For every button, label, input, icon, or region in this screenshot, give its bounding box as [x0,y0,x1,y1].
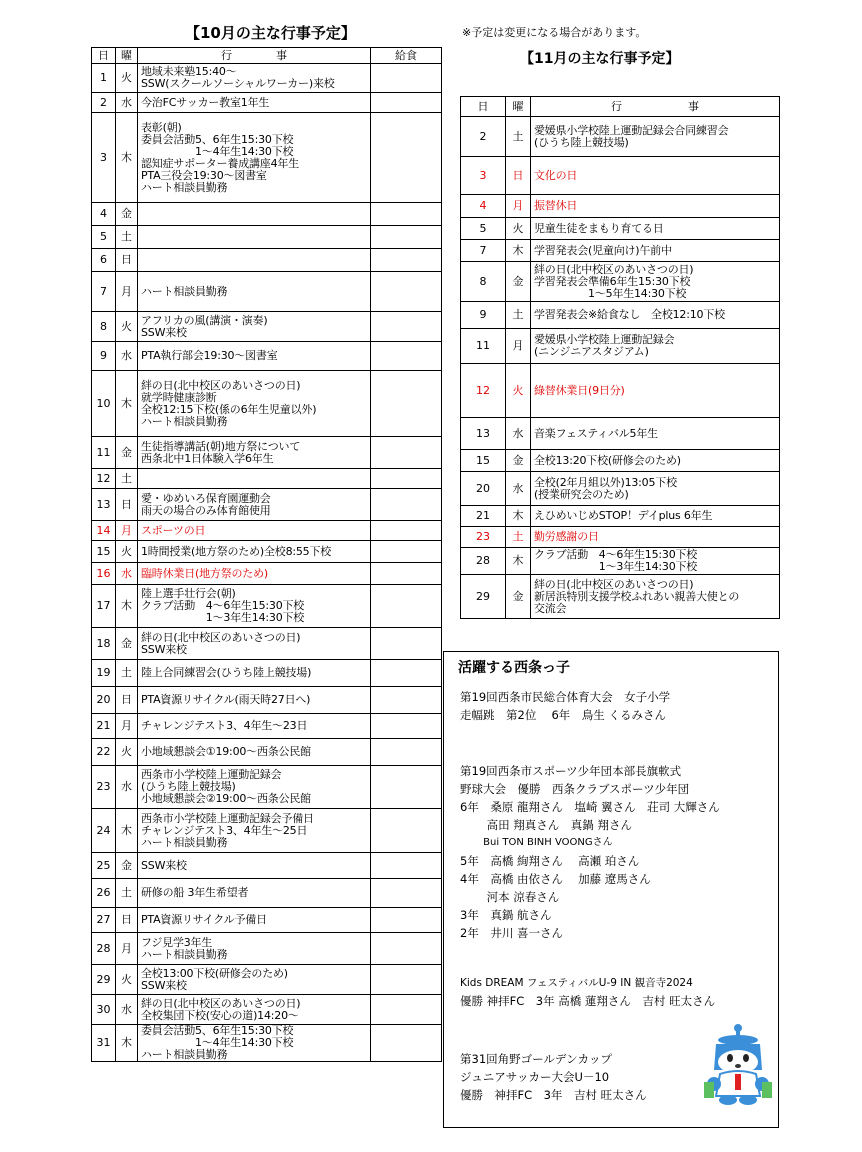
achievement-line: Bui TON BINH VOONGさん [460,837,613,848]
table-header-row [92,48,442,64]
weekday-cell: 土 [116,226,138,249]
event-cell: 生徒指導講話(朝)地方祭について 西条北中1日体験入学6年生 [138,437,371,469]
lunch-cell [371,687,442,714]
lunch-cell [371,437,442,469]
nov-row [461,364,780,418]
event-cell: 地域未来塾15:40〜 SSW(スクールソーシャルワーカー)来校 [138,64,371,93]
oct-row [92,342,442,371]
day-cell: 21 [92,714,116,739]
event-cell: 全校(2年月組以外)13:05下校 (授業研究会のため) [531,472,780,506]
day-cell: 23 [92,766,116,809]
october-title: 【10月の主な行事予定】 [185,24,356,42]
event-cell: 文化の日 [531,157,780,195]
achievement-line: Kids DREAM フェスティバルU-9 IN 観音寺2024 [460,977,693,989]
achievement-line: 第31回角野ゴールデンカップ [460,1052,613,1066]
oct-row [92,521,442,541]
day-cell: 13 [92,489,116,521]
weekday-cell: 火 [116,312,138,342]
mascot-illustration [702,1022,774,1107]
weekday-cell: 火 [116,64,138,93]
event-cell: 陸上合同練習会(ひうち陸上競技場) [138,660,371,687]
event-cell: えひめいじめSTOP！デイplus 6年生 [531,506,780,527]
achievement-line: 第19回西条市スポーツ少年団本部長旗軟式 [460,764,682,778]
day-cell: 19 [92,660,116,687]
day-cell: 10 [92,371,116,437]
day-cell: 21 [461,506,506,527]
day-cell: 31 [92,1025,116,1062]
event-cell: 全校13:20下校(研修会のため) [531,450,780,472]
weekday-cell: 金 [506,575,531,619]
oct-row [92,628,442,660]
oct-row [92,541,442,563]
nov-row [461,218,780,240]
lunch-cell [371,1025,442,1062]
weekday-cell: 土 [506,527,531,548]
weekday-cell: 土 [506,117,531,157]
lunch-cell [371,995,442,1025]
lunch-cell [371,809,442,853]
event-cell: 愛・ゆめいろ保育園運動会 雨天の場合のみ体育館使用 [138,489,371,521]
event-cell: 絆の日(北中校区のあいさつの日) 全校集団下校(安心の道)14:20〜 [138,995,371,1025]
achievement-line: 5年 高橋 絢翔さん 高瀬 珀さん [460,854,640,868]
header-day: 日 [92,48,116,64]
day-cell: 4 [92,203,116,226]
weekday-cell: 日 [506,157,531,195]
oct-row [92,272,442,312]
day-cell: 24 [92,809,116,853]
weekday-cell: 日 [116,908,138,933]
day-cell: 2 [461,117,506,157]
day-cell: 6 [92,249,116,272]
oct-row [92,489,442,521]
event-cell: 絆の日(北中校区のあいさつの日) 就学時健康診断 全校12:15下校(係の6年生児童以外) ハート相談員勤務 [138,371,371,437]
lunch-cell [371,342,442,371]
header-weekday: 曜 [506,97,531,117]
day-cell: 20 [461,472,506,506]
oct-row [92,563,442,585]
day-cell: 20 [92,687,116,714]
event-cell [138,203,371,226]
lunch-cell [371,489,442,521]
event-cell: PTA執行部会19:30〜図書室 [138,342,371,371]
weekday-cell: 土 [506,302,531,329]
header-event: 行 事 [531,97,780,117]
event-cell: 臨時休業日(地方祭のため) [138,563,371,585]
day-cell: 15 [92,541,116,563]
weekday-cell: 木 [506,548,531,575]
weekday-cell: 月 [116,933,138,965]
event-cell: 愛媛県小学校陸上運動記録会合同練習会 (ひうち陸上競技場) [531,117,780,157]
day-cell: 25 [92,853,116,879]
day-cell: 14 [92,521,116,541]
oct-row [92,687,442,714]
lunch-cell [371,965,442,995]
header-weekday: 曜 [116,48,138,64]
day-cell: 7 [461,240,506,262]
weekday-cell: 木 [506,506,531,527]
day-cell: 28 [92,933,116,965]
day-cell: 1 [92,64,116,93]
lunch-cell [371,113,442,203]
header-lunch: 給食 [371,48,442,64]
weekday-cell: 月 [506,195,531,218]
weekday-cell: 水 [506,418,531,450]
achievement-group-2 [460,762,720,942]
weekday-cell: 木 [506,240,531,262]
event-cell: 委員会活動5、6年生15:30下校 1〜4年生14:30下校 ハート相談員勤務 [138,1025,371,1062]
oct-row [92,879,442,908]
event-cell [138,469,371,489]
day-cell: 8 [461,262,506,302]
weekday-cell: 日 [116,249,138,272]
oct-row [92,64,442,93]
table-header-row [461,97,780,117]
nov-row [461,575,780,619]
oct-row [92,660,442,687]
weekday-cell: 金 [116,628,138,660]
oct-row [92,585,442,628]
lunch-cell [371,853,442,879]
day-cell: 22 [92,739,116,766]
day-cell: 13 [461,418,506,450]
weekday-cell: 水 [116,342,138,371]
weekday-cell: 水 [116,563,138,585]
oct-row [92,853,442,879]
weekday-cell: 火 [116,965,138,995]
oct-row [92,1025,442,1062]
change-notice: ※予定は変更になる場合があります。 [462,26,647,39]
nov-row [461,262,780,302]
oct-row [92,226,442,249]
nov-row [461,329,780,364]
oct-row [92,908,442,933]
nov-row [461,240,780,262]
nov-row [461,117,780,157]
event-cell: PTA資源リサイクル予備日 [138,908,371,933]
day-cell: 30 [92,995,116,1025]
event-cell: クラブ活動 4〜6年生15:30下校 1〜3年生14:30下校 [531,548,780,575]
weekday-cell: 月 [116,714,138,739]
weekday-cell: 月 [116,272,138,312]
achievements-panel [443,651,779,1128]
weekday-cell: 水 [506,472,531,506]
oct-row [92,312,442,342]
lunch-cell [371,585,442,628]
day-cell: 12 [92,469,116,489]
event-cell: フジ見学3年生 ハート相談員勤務 [138,933,371,965]
event-cell: 児童生徒をまもり育てる日 [531,218,780,240]
achievement-group-4 [460,1050,647,1104]
oct-row [92,469,442,489]
weekday-cell: 火 [116,541,138,563]
event-cell: 表彰(朝) 委員会活動5、6年生15:30下校 1〜4年生14:30下校 認知症サポーター養成講座4年生 PTA三役会19:30〜図書室 ハート相談員勤務 [138,113,371,203]
oct-row [92,995,442,1025]
event-cell: 小地域懇談会①19:00〜西条公民館 [138,739,371,766]
lunch-cell [371,660,442,687]
day-cell: 16 [92,563,116,585]
day-cell: 3 [461,157,506,195]
achievement-line: 優勝 神拝FC 3年 吉村 旺太さん [460,1088,647,1102]
weekday-cell: 水 [116,93,138,113]
event-cell: 振替休日 [531,195,780,218]
day-cell: 29 [461,575,506,619]
day-cell: 23 [461,527,506,548]
weekday-cell: 火 [506,218,531,240]
oct-row [92,739,442,766]
weekday-cell: 土 [116,879,138,908]
event-cell [138,226,371,249]
weekday-cell: 木 [116,371,138,437]
achievement-line: 4年 高橋 由依さん 加藤 遼馬さん [460,872,651,886]
nov-row [461,157,780,195]
day-cell: 29 [92,965,116,995]
day-cell: 28 [461,548,506,575]
oct-row [92,933,442,965]
lunch-cell [371,628,442,660]
event-cell [138,249,371,272]
event-cell: スポーツの日 [138,521,371,541]
event-cell: 研修の船 3年生希望者 [138,879,371,908]
weekday-cell: 火 [506,364,531,418]
day-cell: 11 [92,437,116,469]
event-cell: 勤労感謝の日 [531,527,780,548]
event-cell: 学習発表会(児童向け)午前中 [531,240,780,262]
day-cell: 27 [92,908,116,933]
weekday-cell: 金 [116,853,138,879]
lunch-cell [371,766,442,809]
oct-row [92,809,442,853]
day-cell: 8 [92,312,116,342]
weekday-cell: 木 [116,113,138,203]
day-cell: 3 [92,113,116,203]
day-cell: 18 [92,628,116,660]
day-cell: 5 [92,226,116,249]
event-cell: 絆の日(北中校区のあいさつの日) 新居浜特別支援学校ふれあい親善大使との 交流会 [531,575,780,619]
nov-row [461,548,780,575]
oct-row [92,249,442,272]
header-event: 行 事 [138,48,371,64]
lunch-cell [371,312,442,342]
event-cell: PTA資源リサイクル(雨天時27日へ) [138,687,371,714]
event-cell: チャレンジテスト3、4年生〜23日 [138,714,371,739]
event-cell: アフリカの風(講演・演奏) SSW来校 [138,312,371,342]
event-cell: 学習発表会※給食なし 全校12:10下校 [531,302,780,329]
nov-row [461,302,780,329]
day-cell: 26 [92,879,116,908]
november-schedule-table [460,96,780,619]
achievement-line: 河本 涼春さん [460,890,560,904]
event-cell: 西条市小学校陸上運動記録会予備日 チャレンジテスト3、4年生〜25日 ハート相談員勤務 [138,809,371,853]
weekday-cell: 木 [116,809,138,853]
lunch-cell [371,469,442,489]
lunch-cell [371,203,442,226]
day-cell: 5 [461,218,506,240]
event-cell: 音楽フェスティバル5年生 [531,418,780,450]
day-cell: 2 [92,93,116,113]
achievement-line: 優勝 神拝FC 3年 高橋 蓮翔さん 吉村 旺太さん [460,994,716,1008]
lunch-cell [371,521,442,541]
weekday-cell: 金 [116,437,138,469]
lunch-cell [371,563,442,585]
achievements-title: 活躍する西条っ子 [458,660,570,676]
achievement-line: 6年 桑原 龍翔さん 塩崎 翼さん 荘司 大輝さん [460,800,720,814]
event-cell: 今治FCサッカー教室1年生 [138,93,371,113]
weekday-cell: 水 [116,995,138,1025]
weekday-cell: 火 [116,739,138,766]
weekday-cell: 土 [116,469,138,489]
lunch-cell [371,714,442,739]
oct-row [92,437,442,469]
weekday-cell: 月 [506,329,531,364]
event-cell: 絆の日(北中校区のあいさつの日) 学習発表会準備6年生15:30下校 1〜5年生14:30下校 [531,262,780,302]
nov-row [461,472,780,506]
weekday-cell: 日 [116,687,138,714]
achievement-line: 野球大会 優勝 西条クラブスポーツ少年団 [460,782,690,796]
day-cell: 15 [461,450,506,472]
event-cell: SSW来校 [138,853,371,879]
oct-row [92,766,442,809]
event-cell: 綠替休業日(9日分) [531,364,780,418]
lunch-cell [371,226,442,249]
lunch-cell [371,272,442,312]
event-cell: 西条市小学校陸上運動記録会 (ひうち陸上競技場) 小地域懇談会②19:00〜西条公民館 [138,766,371,809]
weekday-cell: 金 [116,203,138,226]
event-cell: 陸上選手壮行会(朝) クラブ活動 4〜6年生15:30下校 1〜3年生14:30下校 [138,585,371,628]
weekday-cell: 金 [506,450,531,472]
oct-row [92,965,442,995]
nov-row [461,506,780,527]
nov-row [461,527,780,548]
achievement-group-3 [460,974,715,1010]
weekday-cell: 木 [116,1025,138,1062]
nov-row [461,450,780,472]
event-cell: 1時間授業(地方祭のため)全校8:55下校 [138,541,371,563]
weekday-cell: 日 [116,489,138,521]
achievement-line: 2年 井川 喜一さん [460,926,563,940]
lunch-cell [371,93,442,113]
weekday-cell: 木 [116,585,138,628]
lunch-cell [371,908,442,933]
day-cell: 4 [461,195,506,218]
oct-row [92,714,442,739]
achievement-line: 第19回西条市民総合体育大会 女子小学 [460,690,671,704]
header-day: 日 [461,97,506,117]
day-cell: 7 [92,272,116,312]
lunch-cell [371,249,442,272]
day-cell: 12 [461,364,506,418]
achievement-line: 3年 真鍋 航さん [460,908,552,922]
lunch-cell [371,541,442,563]
day-cell: 11 [461,329,506,364]
oct-row [92,113,442,203]
achievement-line: 走幅跳 第2位 6年 鳥生 くるみさん [460,708,666,722]
weekday-cell: 金 [506,262,531,302]
event-cell: 絆の日(北中校区のあいさつの日) SSW来校 [138,628,371,660]
weekday-cell: 月 [116,521,138,541]
lunch-cell [371,739,442,766]
nov-row [461,418,780,450]
achievement-line: ジュニアサッカー大会U－10 [460,1070,610,1084]
lunch-cell [371,64,442,93]
october-schedule-table [91,47,442,1062]
weekday-cell: 土 [116,660,138,687]
lunch-cell [371,879,442,908]
lunch-cell [371,933,442,965]
day-cell: 9 [461,302,506,329]
event-cell: 愛媛県小学校陸上運動記録会 (ニンジニアスタジアム) [531,329,780,364]
lunch-cell [371,371,442,437]
event-cell: ハート相談員勤務 [138,272,371,312]
oct-row [92,371,442,437]
oct-row [92,93,442,113]
oct-row [92,203,442,226]
november-title: 【11月の主な行事予定】 [520,51,680,67]
achievement-line: 高田 翔真さん 真鍋 翔さん [460,818,632,832]
nov-row [461,195,780,218]
event-cell: 全校13:00下校(研修会のため) SSW来校 [138,965,371,995]
weekday-cell: 水 [116,766,138,809]
achievement-group-1 [460,688,670,724]
day-cell: 9 [92,342,116,371]
day-cell: 17 [92,585,116,628]
